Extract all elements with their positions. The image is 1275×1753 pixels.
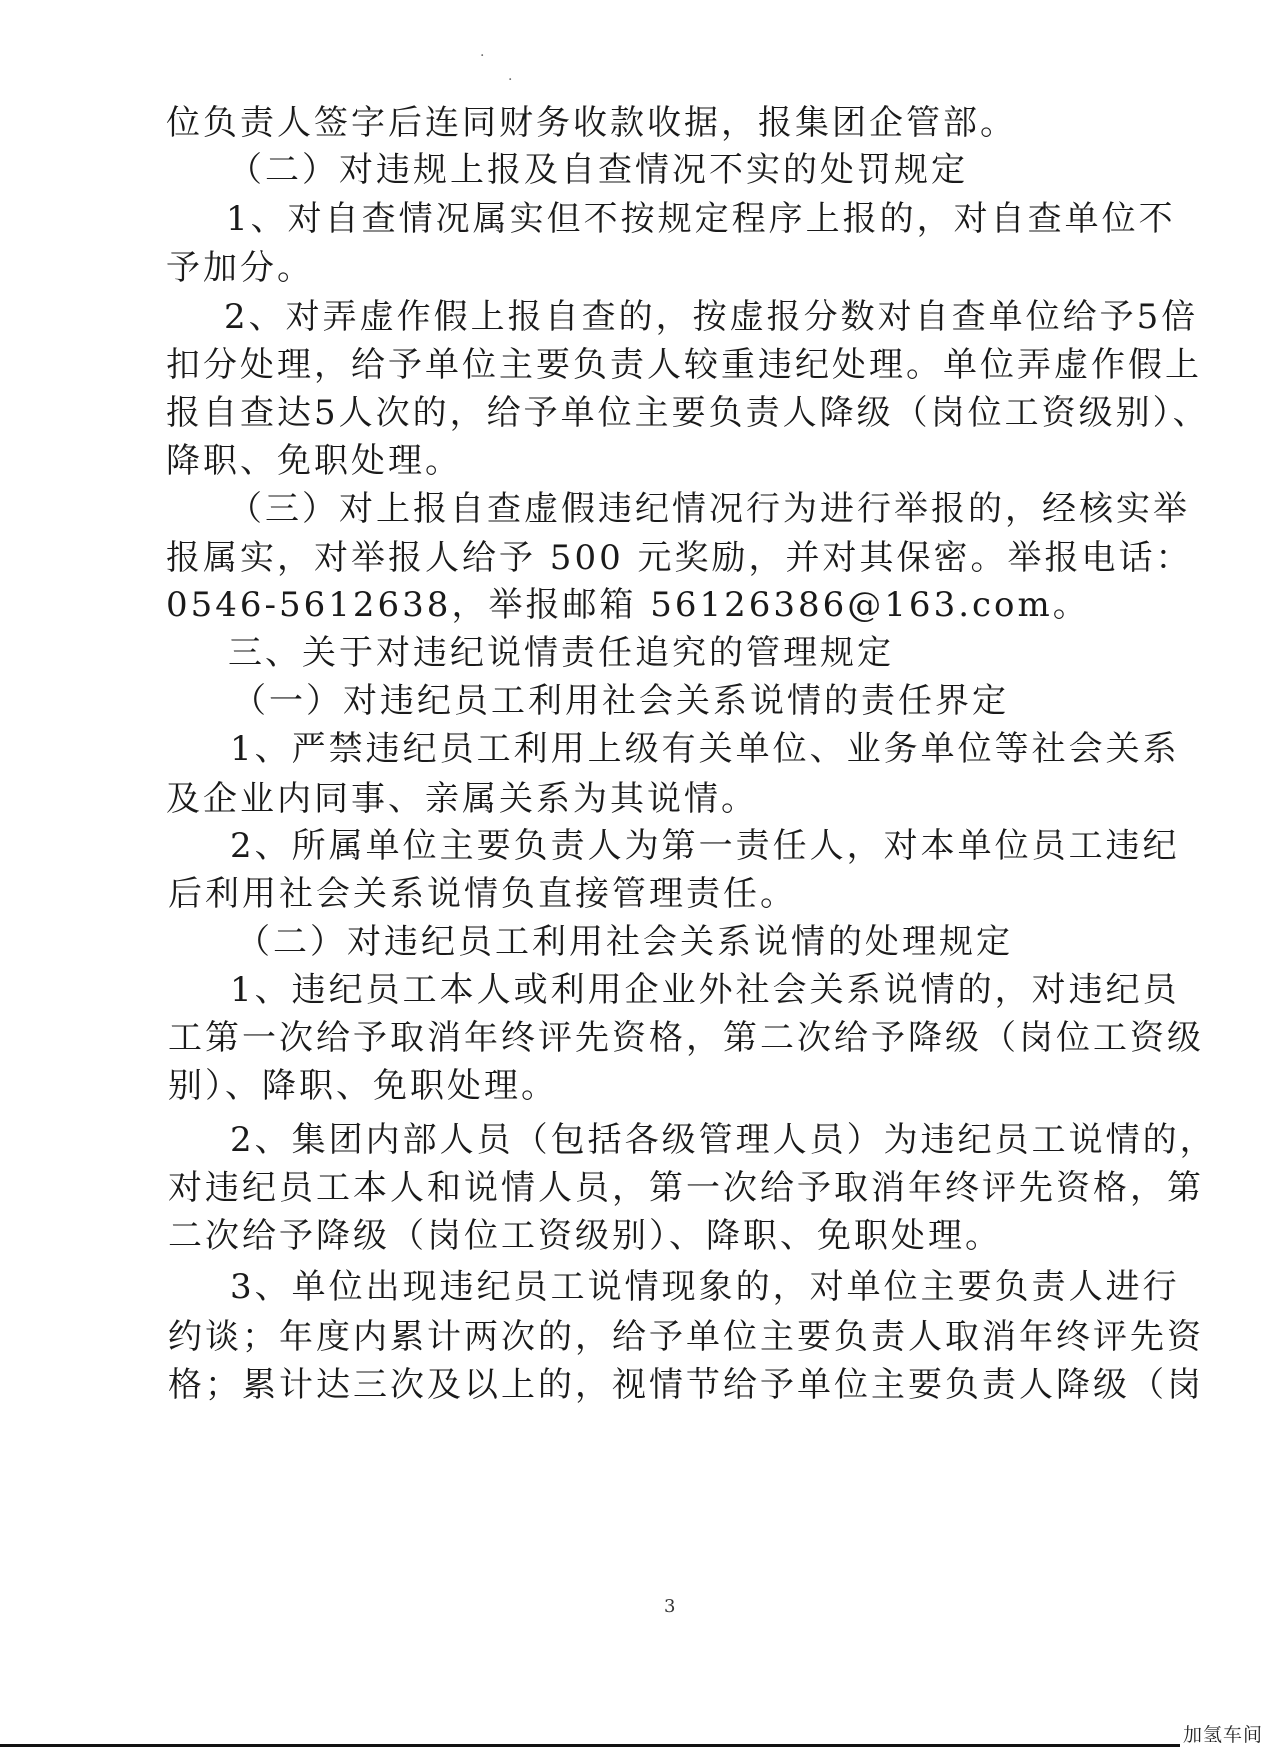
bottom-divider — [0, 1744, 1180, 1747]
scan-speck: · — [508, 72, 513, 88]
body-line: 二次给予降级（岗位工资级别）、降职、免职处理。 — [168, 1216, 1002, 1256]
body-line: 2、所属单位主要负责人为第一责任人，对本单位员工违纪 — [230, 826, 1180, 866]
body-line: 后利用社会关系说情负直接管理责任。 — [168, 874, 797, 914]
watermark-label: 加氢车间 — [1182, 1724, 1263, 1746]
body-line: 1、对自查情况属实但不按规定程序上报的，对自查单位不 — [226, 199, 1176, 239]
body-line: 1、违纪员工本人或利用企业外社会关系说情的，对违纪员 — [230, 970, 1180, 1010]
body-line: 予加分。 — [166, 248, 314, 288]
body-line: 降职、免职处理。 — [166, 441, 462, 481]
body-line: 工第一次给予取消年终评先资格，第二次给予降级（岗位工资级 — [168, 1018, 1204, 1058]
body-line: 1、严禁违纪员工利用上级有关单位、业务单位等社会关系 — [230, 729, 1180, 769]
section-heading: （一）对违纪员工利用社会关系说情的责任界定 — [232, 681, 1009, 721]
body-line: 报属实，对举报人给予 500 元奖励，并对其保密。举报电话： — [166, 538, 1193, 578]
body-line: 对违纪员工本人和说情人员，第一次给予取消年终评先资格，第 — [168, 1168, 1204, 1208]
chapter-heading: 三、关于对违纪说情责任追究的管理规定 — [228, 633, 894, 673]
body-line: 别）、降职、免职处理。 — [168, 1066, 558, 1106]
body-line: 格；累计达三次及以上的，视情节给予单位主要负责人降级（岗 — [168, 1365, 1204, 1405]
section-heading: （三）对上报自查虚假违纪情况行为进行举报的，经核实举 — [228, 489, 1190, 529]
body-line: 2、对弄虚作假上报自查的，按虚报分数对自查单位给予5倍 — [224, 297, 1199, 337]
page-number: 3 — [664, 1596, 676, 1617]
section-heading: （二）对违纪员工利用社会关系说情的处理规定 — [236, 922, 1013, 962]
body-line: 扣分处理，给予单位主要负责人较重违纪处理。单位弄虚作假上 — [166, 345, 1202, 385]
body-line: 报自查达5人次的，给予单位主要负责人降级（岗位工资级别）、 — [166, 393, 1210, 433]
section-heading: （二）对违规上报及自查情况不实的处罚规定 — [228, 150, 968, 190]
contact-line: 0546-5612638，举报邮箱 56126386@163.com。 — [166, 585, 1090, 625]
body-line: 2、集团内部人员（包括各级管理人员）为违纪员工说情的， — [230, 1120, 1217, 1160]
body-line: 约谈；年度内累计两次的，给予单位主要负责人取消年终评先资 — [168, 1317, 1204, 1357]
body-line: 3、单位出现违纪员工说情现象的，对单位主要负责人进行 — [230, 1267, 1180, 1307]
body-line: 位负责人签字后连同财务收款收据，报集团企管部。 — [166, 103, 1017, 143]
body-line: 及企业内同事、亲属关系为其说情。 — [166, 779, 758, 819]
scan-speck: · — [480, 48, 485, 64]
